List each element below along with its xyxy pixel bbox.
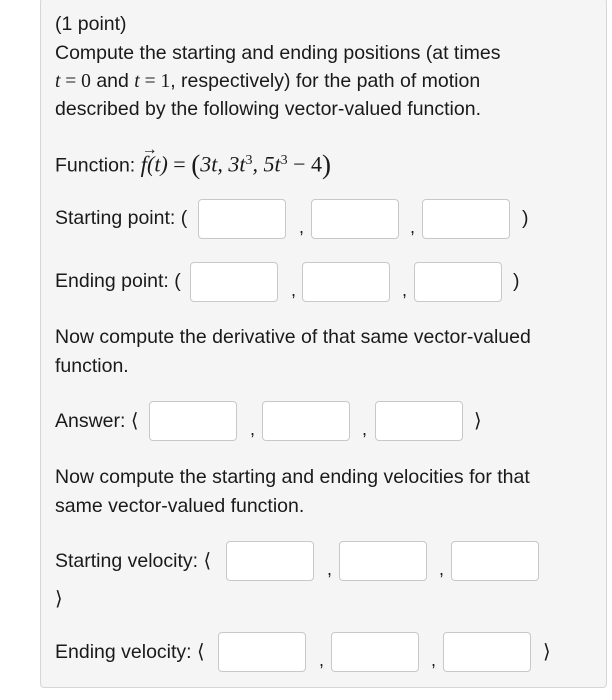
ending-velocity-label: Ending velocity: ⟨ — [55, 641, 205, 663]
time-eq-2: = 1 — [139, 71, 171, 92]
function-label: Function: — [55, 154, 141, 177]
problem-panel — [40, 0, 607, 688]
function-close-paren: ) — [322, 149, 331, 180]
starting-velocity-sep-2: , — [439, 559, 445, 579]
derivative-sep-2: , — [362, 419, 368, 439]
starting-point-close: ) — [522, 207, 529, 229]
starting-point-sep-1: , — [299, 217, 305, 237]
starting-point-z-input[interactable] — [422, 199, 510, 239]
starting-velocity-close: ⟩ — [55, 588, 63, 610]
ending-velocity-z-input[interactable] — [443, 632, 531, 672]
velocities-prompt-line-1: Now compute the starting and ending velocities for that — [55, 466, 530, 488]
and-text: and — [90, 70, 135, 92]
time-var-2: t — [134, 71, 140, 92]
function-component-1: 3t, 3t — [200, 151, 246, 177]
derivative-y-input[interactable] — [262, 401, 350, 441]
prompt-line-3: described by the following vector-valued function. — [55, 98, 481, 120]
function-equals: = — [167, 151, 192, 177]
prompt-line-1: Compute the starting and ending positions (at times — [55, 42, 501, 64]
ending-velocity-close: ⟩ — [543, 641, 551, 663]
function-component-3: − 4 — [287, 151, 322, 177]
function-exponent-1: 3 — [245, 153, 253, 168]
derivative-answer-label: Answer: ⟨ — [55, 410, 139, 432]
starting-velocity-x-input[interactable] — [226, 541, 314, 581]
points-label: (1 point) — [55, 13, 127, 35]
function-arg: (t) — [147, 151, 168, 177]
function-open-paren: ( — [191, 149, 201, 180]
ending-point-x-input[interactable] — [190, 262, 278, 302]
ending-velocity-sep-1: , — [319, 650, 325, 670]
starting-point-sep-2: , — [410, 217, 416, 237]
time-var-1: t — [55, 71, 61, 92]
derivative-prompt-line-2: function. — [55, 355, 129, 377]
starting-velocity-sep-1: , — [327, 559, 333, 579]
starting-velocity-y-input[interactable] — [339, 541, 427, 581]
prompt-line-2 — [55, 67, 480, 96]
derivative-x-input[interactable] — [149, 401, 237, 441]
ending-point-sep-1: , — [291, 280, 297, 300]
starting-point-x-input[interactable] — [198, 199, 286, 239]
ending-point-y-input[interactable] — [302, 262, 390, 302]
ending-point-sep-2: , — [402, 280, 408, 300]
velocities-prompt-line-2: same vector-valued function. — [55, 495, 305, 517]
ending-point-z-input[interactable] — [414, 262, 502, 302]
time-eq-1: = 0 — [60, 71, 91, 92]
derivative-sep-1: , — [250, 419, 256, 439]
ending-velocity-sep-2: , — [431, 650, 437, 670]
starting-point-y-input[interactable] — [311, 199, 399, 239]
starting-velocity-label: Starting velocity: ⟨ — [55, 550, 212, 572]
derivative-close: ⟩ — [474, 410, 482, 432]
ending-velocity-x-input[interactable] — [218, 632, 306, 672]
starting-velocity-z-input[interactable] — [451, 541, 539, 581]
function-exponent-2: 3 — [280, 153, 288, 168]
derivative-z-input[interactable] — [375, 401, 463, 441]
ending-point-label: Ending point: ( — [55, 270, 181, 292]
ending-point-close: ) — [513, 270, 520, 292]
function-line — [55, 147, 331, 180]
function-component-2: , 5t — [252, 151, 281, 177]
prompt-line-2-tail: , respectively) for the path of motion — [170, 70, 481, 92]
ending-velocity-y-input[interactable] — [331, 632, 419, 672]
function-name: → f — [141, 151, 147, 179]
derivative-prompt-line-1: Now compute the derivative of that same vector-valued — [55, 326, 531, 348]
starting-point-label: Starting point: ( — [55, 207, 188, 229]
